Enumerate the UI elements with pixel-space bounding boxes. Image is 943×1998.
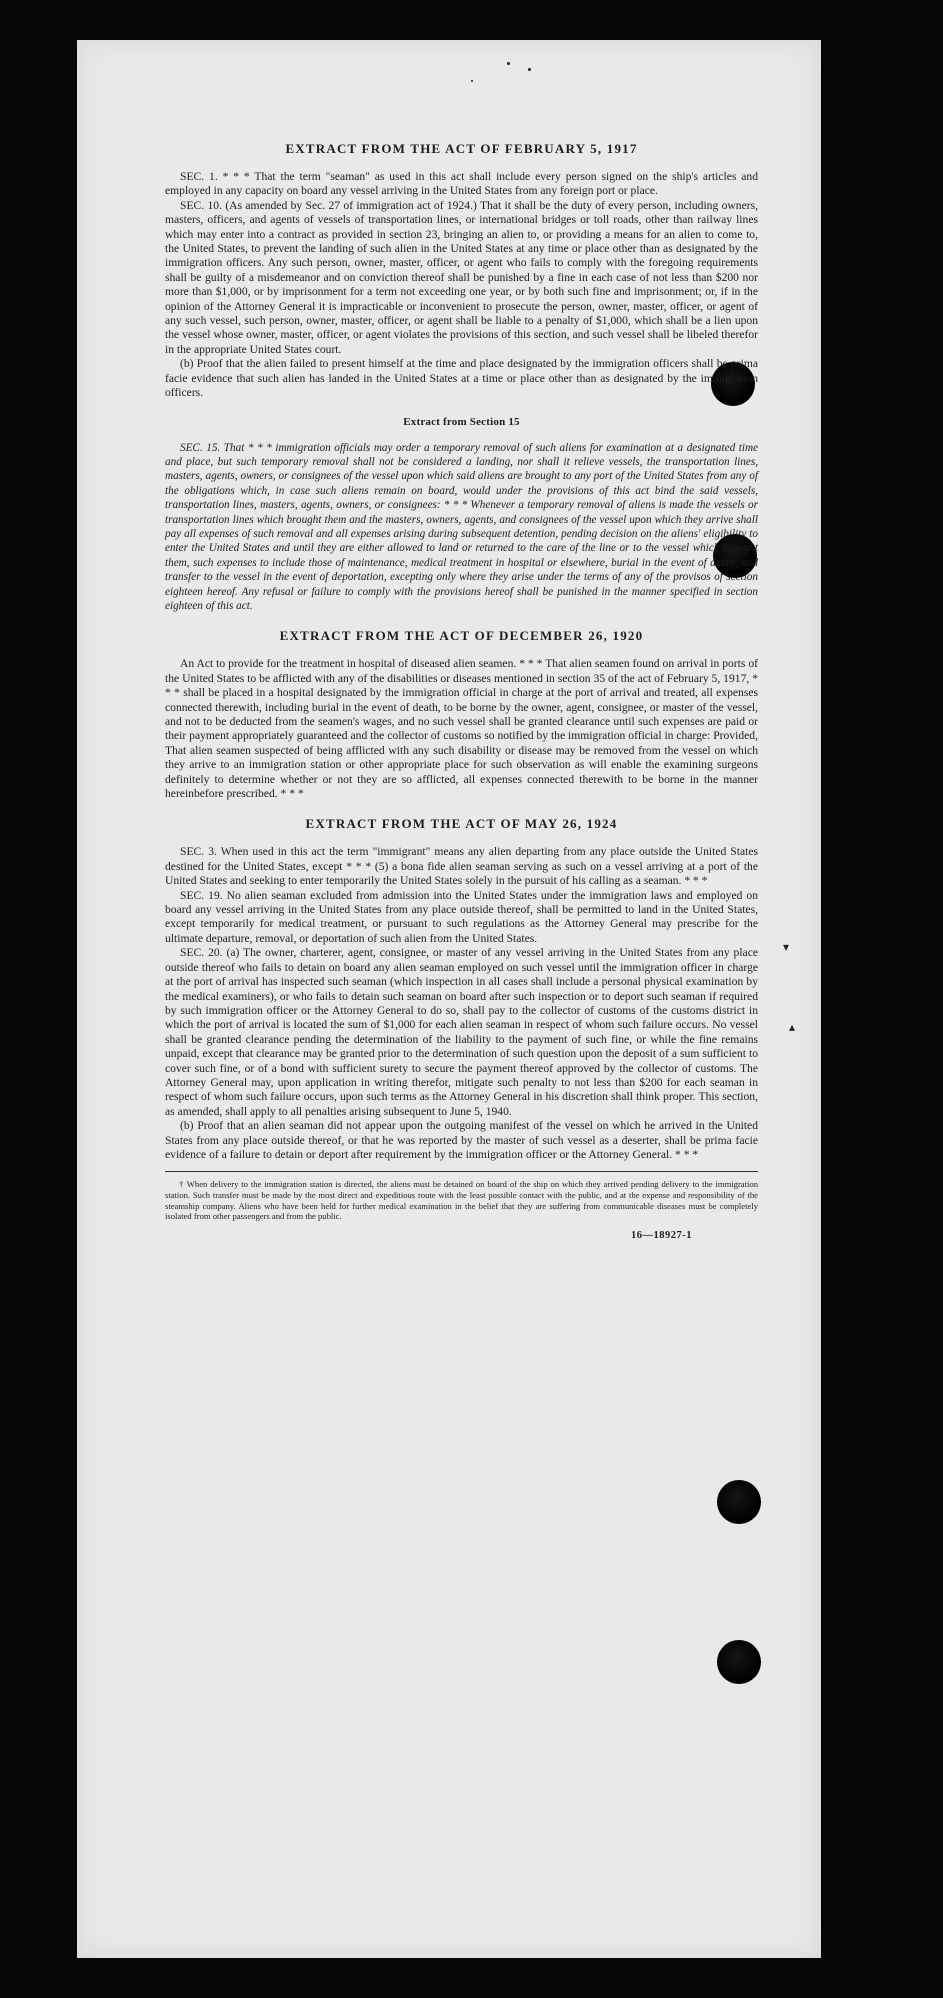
ink-speck [528, 68, 531, 71]
punch-hole [717, 1640, 761, 1684]
heading-section-15: Extract from Section 15 [403, 415, 520, 428]
document-page [77, 40, 821, 1958]
paragraph-sec-1: SEC. 1. * * * That the term "seaman" as used in this act shall include every person signed on the ship's articles and employed in any capacity on board any vessel arriving in the United States from any foreign port or place. [165, 170, 758, 198]
heading-act-1917: EXTRACT FROM THE ACT OF FEBRUARY 5, 1917 [285, 141, 638, 156]
punch-hole [717, 1480, 761, 1524]
margin-mark: ▴ [789, 1020, 796, 1034]
margin-mark: ▾ [783, 940, 790, 954]
paragraph-sec-15: SEC. 15. That * * * immigration officials may order a temporary removal of such aliens for examination at a designated time and place, but such temporary removal shall not be considered a landing, nor shall it relieve vessels, the transportation lines, masters, agents, owners, or consignees of the vessel upon which said aliens are brought to any port of the United States from any of the obligations which, in case such aliens remain on board, would under the provisions of this act bind the said vessels, transportation lines, masters, agents, owners, or consignees: * * * Whenever a temporary removal of aliens is made the vessels or transportation lines which brought them and the masters, owners, agents, and consignees of the vessel upon which they arrive shall pay all expenses of such removal and all expenses arising during subsequent detention, pending decision on the aliens' eligibility to enter the United States and until they are either allowed to land or returned to the care of the line or to the vessel which brought them, such expenses to include those of maintenance, medical treatment in hospital or elsewhere, burial in the event of death, and transfer to the vessel in the event of deportation, excepting only where they arise under the terms of any of the provisos of section eighteen hereof. Any refusal or failure to comply with the provisions hereof shall be punished in the manner specified in section eighteen of this act. [165, 441, 758, 612]
heading-act-1924: EXTRACT FROM THE ACT OF MAY 26, 1924 [305, 816, 618, 832]
heading-act-1920: EXTRACT FROM THE ACT OF DECEMBER 26, 1920 [279, 628, 644, 644]
footnote: † When delivery to the immigration station is directed, the aliens must be detained on board of the ship on which they arrived pending delivery to the immigration station. Such transfer must be made by the most direct and expeditious route with the least possible contact with the public, and at the expense and responsibility of the steamship company. Aliens who have been held for further medical examination in the belief that they are suffering from communicable diseases must be completely isolated from other passengers and from the public. [165, 1171, 758, 1221]
paragraph-act-1920: An Act to provide for the treatment in hospital of diseased alien seamen. * * * That alien seamen found on arrival in ports of the United States to be afflicted with any of the disabilities or diseases mentioned in section 35 of the act of February 5, 1917, * * * shall be placed in a hospital designated by the immigration official in charge at the port of arrival and treated, all expenses connected therewith, including burial in the event of death, to be borne by the owner, agent, consignee, or master of the vessel, and not to be deducted from the seamen's wages, and no such vessel shall be granted clearance until such expenses are paid or their payment appropriately guaranteed and the collector of customs so notified by the immigration official in charge: Provided, That alien seamen suspected of being afflicted with any such disability or disease may be removed from the vessel on which they arrive to an immigration station or other appropriate place for such observation as will enable the examining surgeons definitely to determine whether or not they are so afflicted, all expenses connected therewith to be borne in the manner hereinbefore prescribed. * * * [165, 657, 758, 801]
paragraph-sec-10: SEC. 10. (As amended by Sec. 27 of immigration act of 1924.) That it shall be the duty of every person, including owners, masters, officers, and agents of vessels of transportation lines, or international bridges or toll roads, other than railway lines which may enter into a contract as provided in section 23, bringing an alien to, or providing a means for an alien to come to, the United States, to prevent the landing of such alien in the United States at any time or place other than as designated by the immigration officers. Any such person, owner, master, officer, or agent who fails to comply with the foregoing requirements shall be guilty of a misdemeanor and on conviction thereof shall be punished by a fine in each case of not less than $200 nor more than $1,000, or by imprisonment for a term not exceeding one year, or by both such fine and imprisonment; or, if in the opinion of the Attorney General it is impracticable or inconvenient to prosecute the person, owner, master, officer, or agent of any such vessel, such person, owner, master, officer, or agent shall be liable to a penalty of $1,000, which shall be a lien upon the vessel whose owner, master, officer, or agent violates the provisions of this section, and such vessel shall be libeled therefor in the appropriate United States court. [165, 198, 758, 356]
document-body [165, 140, 758, 1241]
paragraph-sec-20: SEC. 20. (a) The owner, charterer, agent, consignee, or master of any vessel arriving in the United States from any place outside thereof who fails to detain on board any alien seaman employed on such vessel until the immigration officer in charge at the port of arrival has inspected such seaman (which inspection in all cases shall include a personal physical examination by the medical examiners), or who fails to detain such seaman on board after such inspection or to deport such seaman if required by such immigration officer or the Attorney General to do so, shall pay to the collector of customs of the customs district in which the port of arrival is located the sum of $1,000 for each alien seaman in respect of whom such failure occurs. No vessel shall be granted clearance pending the determination of the liability to the payment of such fine, or while the fine remains unpaid, except that clearance may be granted prior to the determination of such question upon the deposit of a sum sufficient to cover such fine, or of a bond with sufficient surety to secure the payment thereof approved by the collector of customs. The Attorney General may, upon application in writing therefor, mitigate such penalty to not less than $200 for each seaman in respect of whom such failure occurs, upon such terms as the Attorney General in his discretion shall think proper. This section, as amended, shall apply to all penalties arising subsequent to June 5, 1940. [165, 946, 758, 1118]
form-number: 16—18927-1 [631, 1229, 692, 1241]
paragraph-sec-10-b: (b) Proof that the alien failed to present himself at the time and place designated by the immigration officers shall be prima facie evidence that such alien has landed in the United States at a time or place other than as designated by the immigration officers. [165, 357, 758, 400]
ink-speck [471, 80, 473, 82]
paragraph-sec-19: SEC. 19. No alien seaman excluded from admission into the United States under the immigration laws and employed on board any vessel arriving in the United States from any place outside thereof, shall be permitted to land in the United States, except temporarily for medical treatment, or pursuant to such regulations as the Attorney General may prescribe for the ultimate departure, removal, or deportation of such alien from the United States. [165, 888, 758, 945]
paragraph-sec-3: SEC. 3. When used in this act the term "immigrant" means any alien departing from any place outside the United States destined for the United States, except * * * (5) a bona fide alien seaman serving as such on a vessel arriving at a port of the United States and seeking to enter temporarily the United States solely in the pursuit of his calling as a seaman. * * * [165, 845, 758, 888]
ink-speck [507, 62, 510, 65]
paragraph-sec-20-b: (b) Proof that an alien seaman did not appear upon the outgoing manifest of the vessel on which he arrived in the United States from any place outside thereof, or that he was reported by the master of such vessel as a deserter, shall be prima facie evidence of a failure to detain or deport after requirement by the immigration officer or the Attorney General. * * * [165, 1119, 758, 1161]
